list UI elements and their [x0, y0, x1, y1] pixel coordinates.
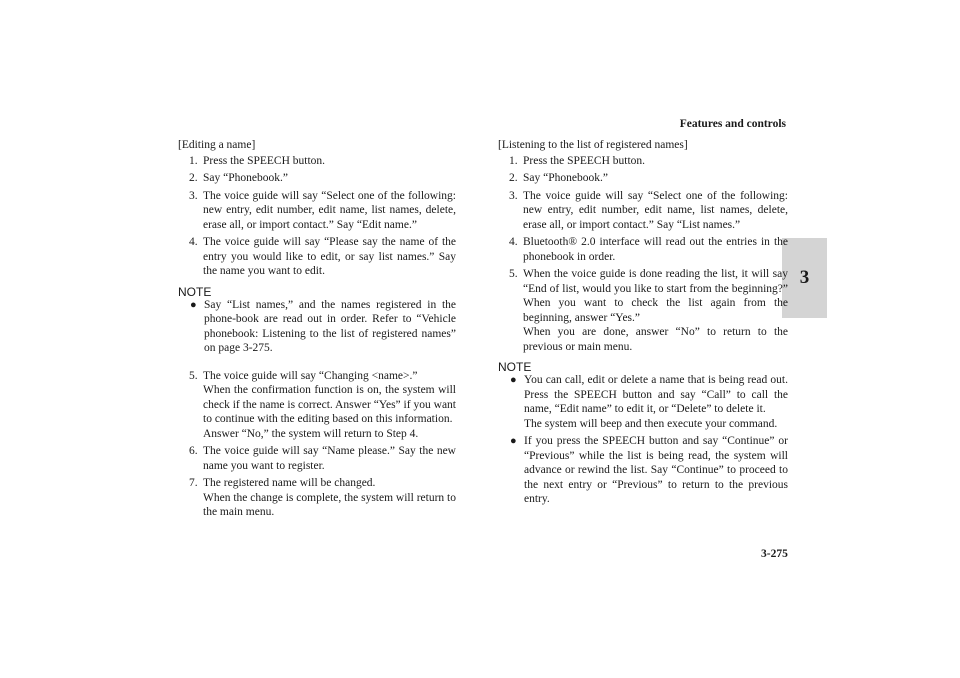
note-line: The system will beep and then execute your command.	[524, 417, 778, 430]
step-text	[203, 444, 456, 473]
step-number: 4.	[509, 236, 518, 248]
step-item	[509, 171, 788, 186]
step-line: When you are done, answer “No” to return to the previous or main menu.	[523, 326, 788, 353]
step-number: 1.	[509, 154, 518, 167]
note-text: Say “List names,” and the names registered in the phone-book are read out in order. Refer to “Vehicle phonebook: Listening to the list of registered names” on page 3-275.	[204, 298, 456, 354]
step-number: 3.	[509, 189, 518, 202]
step-item	[189, 154, 456, 169]
step-item	[189, 444, 456, 473]
step-text: The voice guide will say “Select one of the following: new entry, edit number, edit name, list names, delete, erase all, or import contact.” Say “Edit name.”	[203, 189, 456, 231]
note-label: NOTE	[178, 284, 212, 299]
step-text: Press the SPEECH button.	[203, 154, 326, 167]
step-number: 6.	[189, 445, 198, 457]
step-line: The voice guide will say “Select one of the following: new entry, edit number, edit name, list names, delete, erase all, or import contact.” Say “List names.”	[523, 189, 788, 231]
step-item	[189, 369, 456, 442]
step-line: Answer “No,” the system will return to Step 4.	[203, 427, 419, 440]
step-line: Say “Phonebook.”	[523, 172, 608, 184]
bullet-icon: ●	[510, 435, 517, 447]
step-line: Press the SPEECH button.	[523, 154, 646, 167]
step-text: Say “Phonebook.”	[203, 172, 288, 184]
step-item	[509, 267, 788, 354]
step-line: When the voice guide is done reading the list, it will say “End of list, would you like to start from the beginning?” When you want to check the list again from the beginning, answer “Yes.”	[523, 268, 788, 324]
step-text	[203, 476, 456, 520]
step-text: The voice guide will say “Please say the name of the entry you would like to edit, or say list names.” Say the name you want to edit.	[203, 236, 456, 277]
step-line: The registered name will be changed.	[203, 477, 376, 489]
step-text	[523, 171, 788, 186]
step-item	[509, 235, 788, 264]
step-text	[523, 189, 788, 233]
step-number: 3.	[189, 189, 198, 202]
step-number: 2.	[509, 172, 518, 184]
step-text	[523, 267, 788, 354]
note-item	[190, 298, 456, 356]
note-line: You can call, edit or delete a name that is being read out. Press the SPEECH button and say “Call” to call the name, “Edit name” to edit it, or “Delete” to delete it.	[524, 374, 788, 415]
note-text	[524, 434, 788, 507]
step-number: 7.	[189, 477, 198, 489]
page-number: 3-275	[761, 548, 788, 560]
step-line: The voice guide will say “Changing <name>.”	[203, 369, 418, 382]
step-number: 5.	[189, 369, 198, 382]
page-header-title: Features and controls	[679, 118, 786, 130]
bullet-icon: ●	[510, 374, 517, 386]
chapter-tab: 3	[782, 238, 827, 318]
note-item	[510, 434, 788, 507]
step-number: 2.	[189, 172, 198, 184]
note-line: If you press the SPEECH button and say “Continue” or “Previous” while the list is being read, the system will advance or rewind the list. Say “Continue” to proceed to the next entry or “Previous” to return to the previous entry.	[524, 435, 788, 505]
step-line: The voice guide will say “Name please.” Say the new name you want to register.	[203, 445, 456, 472]
step-text	[523, 154, 788, 169]
note-label: NOTE	[498, 360, 532, 374]
step-text	[523, 235, 788, 264]
section-heading-listening: [Listening to the list of registered names]	[498, 139, 688, 151]
step-item	[189, 476, 456, 520]
step-item	[509, 154, 788, 169]
step-line: When the change is complete, the system will return to the main menu.	[203, 491, 456, 518]
left-column	[178, 138, 456, 523]
section-heading-editing-name: [Editing a name]	[178, 139, 256, 151]
step-number: 1.	[189, 154, 198, 167]
step-number: 4.	[189, 236, 198, 248]
note-item	[510, 373, 788, 431]
step-item	[189, 189, 456, 233]
step-item	[189, 235, 456, 279]
step-text	[203, 369, 456, 442]
step-item	[189, 171, 456, 186]
note-text	[524, 373, 788, 431]
step-line: When the confirmation function is on, the system will check if the name is correct. Answer “Yes” if you want to continue with the editing based on this information.	[203, 384, 456, 425]
step-number: 5.	[509, 268, 518, 280]
step-item	[509, 189, 788, 233]
right-column	[498, 138, 788, 510]
step-line: Bluetooth® 2.0 interface will read out the entries in the phonebook in order.	[523, 236, 788, 263]
bullet-icon: ●	[190, 298, 197, 311]
